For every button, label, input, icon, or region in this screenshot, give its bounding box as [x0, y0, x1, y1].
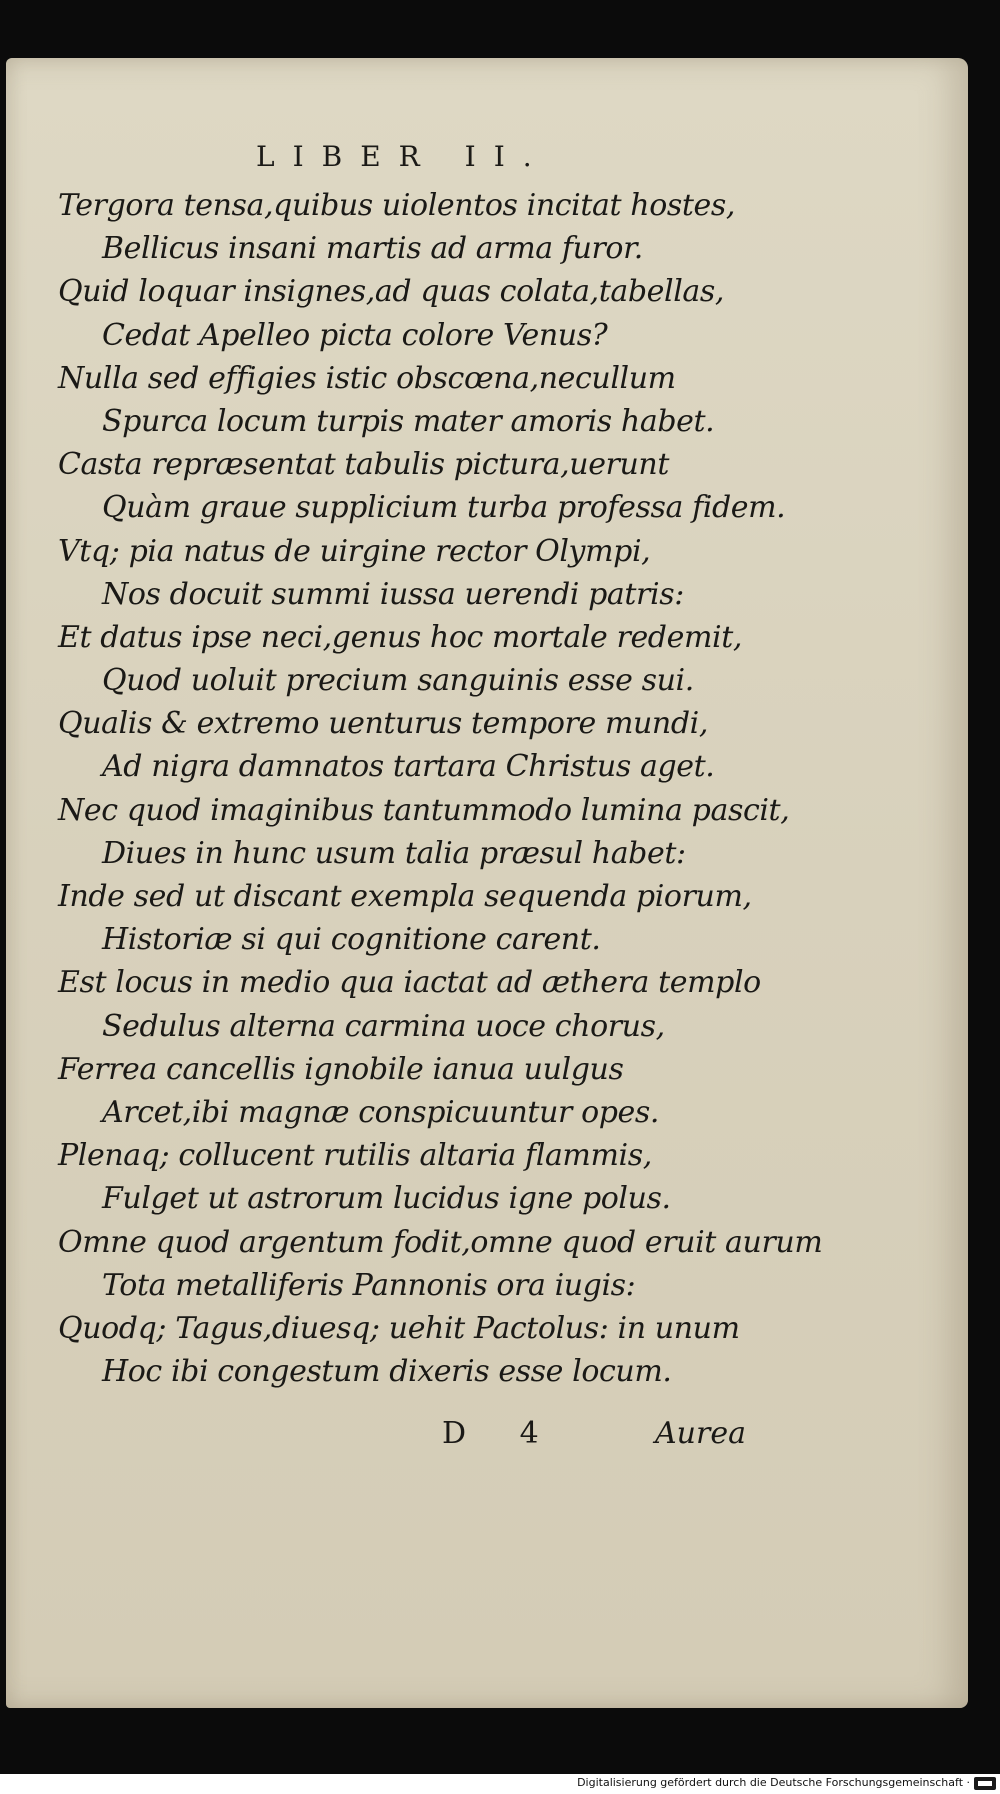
verse-line: Quid loquar insignes,ad quas colata,tabellas,	[58, 274, 725, 310]
verse-line: Diues in hunc usum talia præsul habet:	[102, 835, 686, 871]
verse-line: Quodq; Tagus,diuesq; uehit Pactolus: in unum	[58, 1310, 740, 1346]
verse-line: Et datus ipse neci,genus hoc mortale redemit,	[58, 619, 742, 655]
verse-line: Qualis & extremo uenturus tempore mundi,	[58, 706, 708, 742]
running-head: LIBER II.	[256, 140, 550, 173]
verse-line: Ad nigra damnatos tartara Christus aget.	[102, 749, 715, 785]
verse-line: Hoc ibi congestum dixeris esse locum.	[102, 1354, 672, 1390]
credit-bar	[0, 1774, 1000, 1794]
verse-line: Vtq; pia natus de uirgine rector Olympi,	[58, 533, 651, 569]
verse-line: Arcet,ibi magnæ conspicuuntur opes.	[102, 1094, 660, 1130]
signature-mark: D 4	[442, 1416, 561, 1451]
verse-line: Quàm graue supplicium turba professa fidem.	[102, 490, 786, 526]
verse-line: Historiæ si qui cognitione carent.	[102, 922, 601, 958]
verse-line: Plenaq; collucent rutilis altaria flammis,	[58, 1138, 652, 1174]
verse-line: Quod uoluit precium sanguinis esse sui.	[102, 663, 694, 699]
verse-line: Bellicus insani martis ad arma furor.	[102, 231, 643, 267]
catchword: Aurea	[655, 1416, 746, 1451]
verse-block	[58, 184, 823, 1393]
verse-line: Spurca locum turpis mater amoris habet.	[102, 403, 715, 439]
verse-line: Tergora tensa,quibus uiolentos incitat hostes,	[58, 188, 735, 223]
verse-line: Tota metalliferis Pannonis ora iugis:	[102, 1267, 636, 1303]
verse-line: Casta repræsentat tabulis pictura,uerunt	[58, 447, 669, 483]
verse-line: Nulla sed effigies istic obscœna,necullum	[58, 360, 676, 396]
verse-line: Fulget ut astrorum lucidus igne polus.	[102, 1181, 671, 1217]
funding-credit: Digitalisierung gefördert durch die Deutsche Forschungsgemeinschaft ·	[577, 1776, 970, 1789]
verse-line: Inde sed ut discant exempla sequenda piorum,	[58, 879, 752, 914]
dfg-logo-icon	[974, 1777, 996, 1790]
verse-line: Nos docuit summi iussa uerendi patris:	[102, 576, 684, 612]
verse-line: Cedat Apelleo picta colore Venus?	[102, 317, 608, 353]
verse-line: Omne quod argentum fodit,omne quod eruit aurum	[58, 1224, 823, 1260]
page-footer	[0, 1416, 1000, 1456]
verse-line: Nec quod imaginibus tantummodo lumina pascit,	[58, 792, 790, 828]
verse-line: Est locus in medio qua iactat ad æthera templo	[58, 965, 761, 1001]
verse-line: Ferrea cancellis ignobile ianua uulgus	[58, 1051, 624, 1087]
verse-line: Sedulus alterna carmina uoce chorus,	[102, 1008, 665, 1044]
